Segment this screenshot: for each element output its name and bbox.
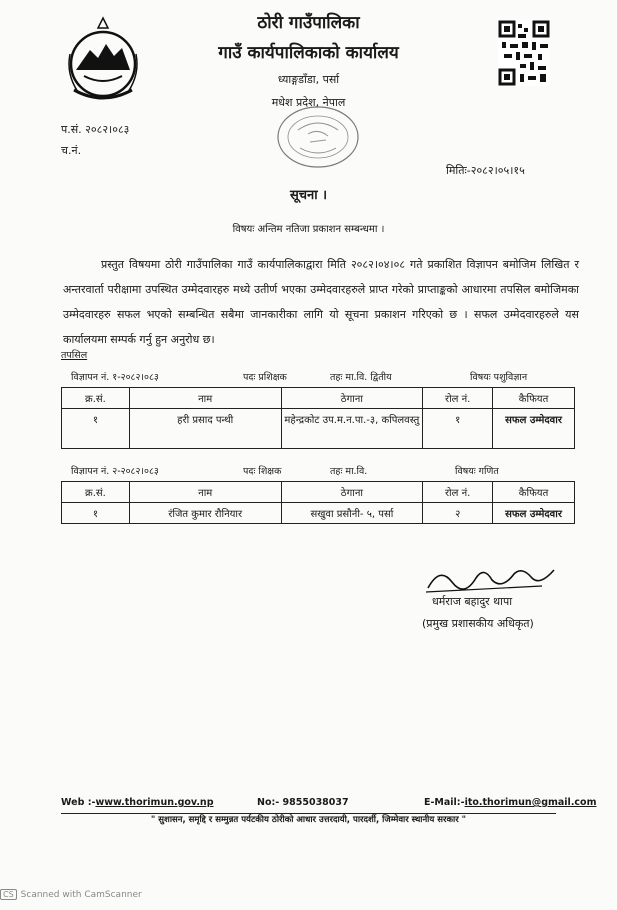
camscanner-icon: CS bbox=[0, 889, 17, 900]
cell-roll: २ bbox=[423, 503, 493, 524]
municipality-name: ठोरी गाउँपालिका bbox=[257, 13, 360, 33]
scanner-watermark bbox=[0, 889, 142, 900]
cell-sn: १ bbox=[62, 409, 130, 449]
footer-motto: " सुशासन, समृद्दि र सम्मुन्नत पर्यटकीय ठोरीको आधार उत्तरदायी, पारदर्शी, जिम्मेवार स्थानीय सरकार " bbox=[150, 815, 467, 825]
cell-name: हरी प्रसाद पन्थी bbox=[129, 409, 281, 449]
col-name: नाम bbox=[129, 388, 281, 409]
col-address: ठेगाना bbox=[281, 482, 423, 503]
reference-number: प.सं. २०८२।०८३ bbox=[61, 123, 130, 136]
cell-sn: १ bbox=[62, 503, 130, 524]
notice-body: प्रस्तुत विषयमा ठोरी गाउँपालिका गाउँ कार्यपालिकाद्वारा मिति २०८२।०४।०८ गते प्रकाशित विज्ञापन बमोजिम लिखित र अन्तरवार्ता परीक्षामा उपस्थित उम्मेदवारहरु मध्ये उतीर्ण भएका उम्मेदवारहरुले प्राप्त गरेको प्राप्ताङ्कको आधारमा तपसिल बमोजिमका उम्मेदवारहरु सफल भएको सम्बन्धित सबैमा जानकारीका लागि यो सूचना प्रकाशन गरिएको छ । सफल उम्मेदवारहरुले यस कार्यालयमा सम्पर्क गर्नु हुन अनुरोध छ। bbox=[63, 258, 579, 346]
notice-title: सूचना । bbox=[289, 188, 328, 203]
web-label: Web :- bbox=[61, 797, 96, 808]
signature-icon bbox=[422, 560, 560, 596]
col-remarks: कैफियत bbox=[493, 482, 575, 503]
office-address: ध्याङ्गडाँडा, पर्सा bbox=[277, 73, 340, 86]
tapsil-label: तपसिल bbox=[61, 350, 88, 361]
footer-phone: No:- 9855038037 bbox=[257, 797, 349, 808]
table-header-row bbox=[62, 388, 575, 409]
cell-remarks: सफल उम्मेदवार bbox=[493, 409, 575, 449]
cell-remarks: सफल उम्मेदवार bbox=[493, 503, 575, 524]
col-remarks: कैफियत bbox=[493, 388, 575, 409]
scanner-text: Scanned with CamScanner bbox=[20, 890, 142, 900]
ad1-vigyapan: विज्ञापन नं. १-२०८२।०८३ bbox=[71, 372, 159, 383]
col-sn: क्र.सं. bbox=[62, 388, 130, 409]
col-address: ठेगाना bbox=[281, 388, 423, 409]
col-roll: रोल नं. bbox=[423, 388, 493, 409]
ad1-level: तहः मा.वि. द्वितीय bbox=[330, 372, 392, 383]
ad2-vigyapan: विज्ञापन नं. २-२०८२।०८३ bbox=[71, 466, 159, 477]
table-row bbox=[62, 503, 575, 524]
email-label: E-Mail:- bbox=[424, 797, 465, 808]
cell-name: रंजित कुमार रौनियार bbox=[129, 503, 281, 524]
website-link[interactable]: www.thorimun.gov.np bbox=[95, 797, 214, 808]
ad1-subject: विषयः पशुविज्ञान bbox=[470, 372, 528, 383]
ad2-subject: विषयः गणित bbox=[455, 466, 499, 477]
ad2-post: पदः शिक्षक bbox=[243, 466, 282, 477]
results-table-1 bbox=[61, 387, 575, 449]
notice-subject: विषयः अन्तिम नतिजा प्रकाशन सम्बन्धमा । bbox=[232, 224, 385, 235]
dispatch-number: च.नं. bbox=[61, 144, 82, 157]
notice-date: मितिः-२०८२।०५।१५ bbox=[446, 164, 525, 177]
cell-address: महेन्द्रकोट उप.म.न.पा.-३, कपिलवस्तु bbox=[281, 409, 423, 449]
col-roll: रोल नं. bbox=[423, 482, 493, 503]
signatory-title: (प्रमुख प्रशासकीय अधिकृत) bbox=[422, 617, 534, 630]
office-name: गाउँ कार्यपालिकाको कार्यालय bbox=[218, 43, 399, 63]
table-header-row bbox=[62, 482, 575, 503]
footer-email bbox=[424, 797, 596, 808]
footer-website bbox=[61, 797, 214, 808]
office-province: मधेश प्रदेश, नेपाल bbox=[271, 96, 346, 109]
cell-roll: १ bbox=[423, 409, 493, 449]
ad1-post: पदः प्रशिक्षक bbox=[243, 372, 287, 383]
cell-address: सखुवा प्रसौनी- ५, पर्सा bbox=[281, 503, 423, 524]
results-table-2 bbox=[61, 481, 575, 524]
col-sn: क्र.सं. bbox=[62, 482, 130, 503]
signatory-name: धर्मराज बहादुर थापा bbox=[432, 595, 513, 608]
official-stamp-icon bbox=[270, 100, 366, 174]
email-link[interactable]: ito.thorimun@gmail.com bbox=[464, 797, 597, 808]
col-name: नाम bbox=[129, 482, 281, 503]
ad2-level: तहः मा.वि. bbox=[330, 466, 368, 477]
table-row bbox=[62, 409, 575, 449]
